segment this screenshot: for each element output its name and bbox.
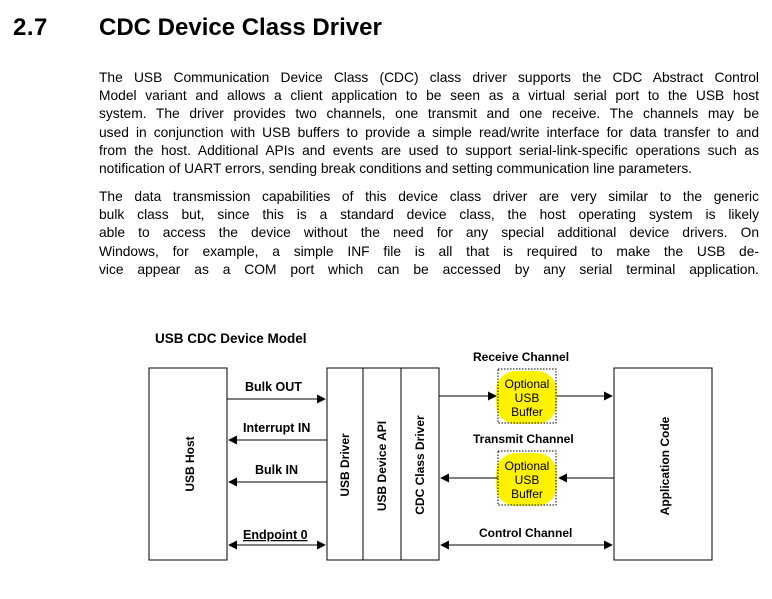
transmit-channel-label: Transmit Channel [473, 432, 574, 446]
interrupt-in-label: Interrupt IN [243, 421, 311, 435]
paragraph-line: The data transmission capabilities of this device class driver are very similar to the generic [99, 189, 759, 204]
receive-buffer-line: Buffer [511, 405, 543, 419]
paragraph-line: notification of UART errors, sending break conditions and setting communication line parameters. [99, 161, 693, 177]
receive-buffer-line: USB [514, 391, 540, 405]
bulk-in-label: Bulk IN [255, 463, 299, 477]
transmit-buffer-line: Optional [504, 459, 550, 473]
application-code-label: Application Code [658, 416, 672, 516]
paragraph-line: used in conjunction with USB buffers to provide a simple read/write interface for data transfer to and [99, 124, 759, 140]
cdc-class-driver-label: CDC Class Driver [413, 415, 427, 515]
paragraph-line: able to access the device without the need for any special additional device drivers. On [99, 225, 759, 241]
usb-driver-label: USB Driver [338, 433, 352, 497]
paragraph-line: system. The driver provides two channels, one transmit and one receive. The channels may be [99, 106, 759, 122]
paragraph-line: vice appear as a COM port which can be accessed by any serial terminal application. [99, 261, 759, 277]
diagram-title: USB CDC Device Model [155, 331, 307, 346]
endpoint-0-label: Endpoint 0 [243, 528, 308, 542]
paragraph-line: The USB Communication Device Class (CDC) class driver supports the CDC Abstract Control [99, 70, 759, 85]
control-channel-label: Control Channel [479, 526, 573, 540]
section-number: 2.7 [13, 14, 48, 41]
paragraph-line: bulk class but, since this is a standard device class, the host operating system is likely [99, 207, 759, 223]
transmit-buffer-line: Buffer [511, 487, 543, 501]
receive-buffer-line: Optional [504, 377, 550, 391]
paragraph-line: from the host. Additional APIs and events are used to support serial-link-specific operations such as [99, 142, 759, 158]
section-title: CDC Device Class Driver [99, 14, 382, 41]
usb-host-label: USB Host [183, 436, 197, 492]
paragraph-line: Windows, for example, a simple INF file is all that is required to make the USB de- [99, 243, 759, 259]
usb-device-api-label: USB Device API [375, 420, 389, 512]
transmit-buffer-line: USB [514, 473, 540, 487]
receive-channel-label: Receive Channel [473, 350, 570, 364]
bulk-out-label: Bulk OUT [245, 380, 302, 394]
paragraph-line: Model variant and allows a client application to be seen as a virtual serial port to the USB host [99, 88, 759, 104]
